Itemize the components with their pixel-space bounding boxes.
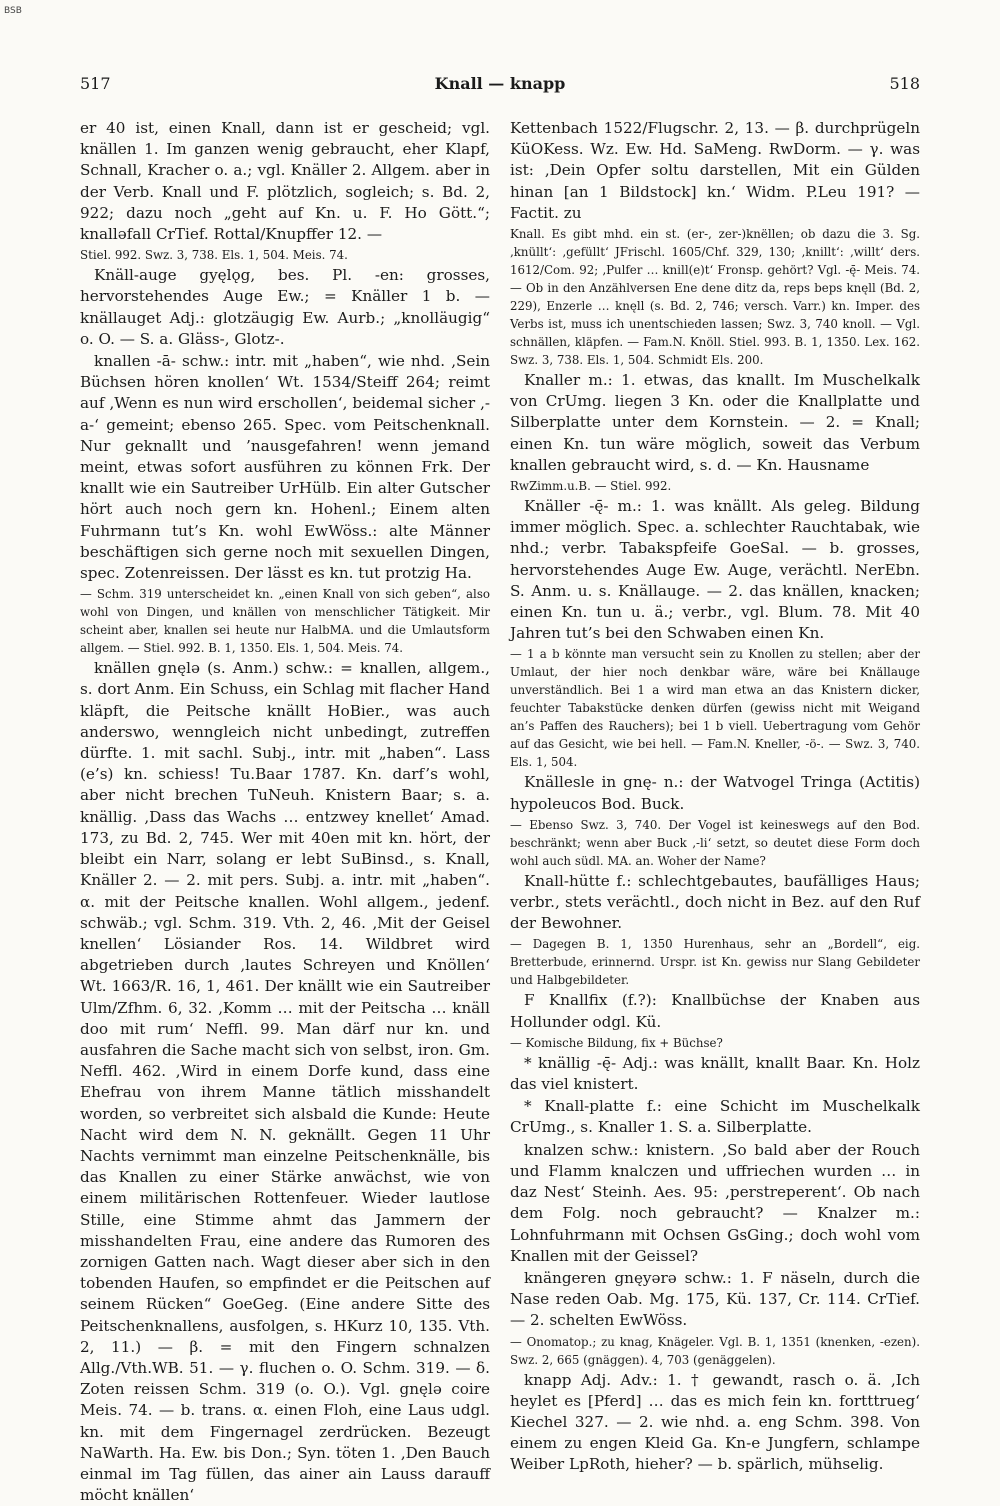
page-number-left: 517 [80, 74, 111, 93]
entry-paragraph: knängeren gnęyərə schw.: 1. F näseln, durch die Nase reden Oab. Mg. 175, Kü. 137, Cr. 114. CrTief. — 2. schelten EwWöss. [510, 1268, 920, 1330]
running-title: Knall — knapp [434, 74, 566, 93]
entry-paragraph: Knaller m.: 1. etwas, das knallt. Im Muschelkalk von CrUmg. liegen 3 Kn. oder die Knallplatte und Silberplatte unter dem Kornstein. — 2. = Knall; einen Kn. tun wäre möglich, soweit das Verbum knallen gebraucht wird, s. d. — Kn. Hausname [510, 371, 920, 474]
entry-paragraph: knallen -ā- schw.: intr. mit „haben“, wie nhd. ‚Sein Büchsen hören knollen‘ Wt. 1534/Steiff 264; reimt auf ‚Wenn es nun wird erschollen‘, beidemal sicher ‚-a-‘ gemeint; ebenso 265. Spec. vom Peitschenknall. Nur geknallt und ’nausgefahren! wenn jemand meint, etwas sofort ausführen zu können Frk. Der knallt wie ein Sautreiber UrHülb. Ein alter Gutscher hört auch noch gern kn. Hohenl.; Einem alten Fuhrmann tut’s Kn. wohl EwWöss.: alte Männer beschäftigen sich gerne noch mit sexuellen Dingen, spec. Zotenreissen. Der lässt es kn. tut protzig Ha. [80, 352, 490, 583]
entry-paragraph: er 40 ist, einen Knall, dann ist er gescheid; vgl. knällen 1. Im ganzen wenig gebraucht, eher Klapf, Schnall, Kracher o. a.; vgl. Knäller 2. Allgem. aber in der Verb. Knall und F. plötzlich, sogleich; s. Bd. 2, 922; dazu noch „geht auf Kn. u. F. Ho Gött.“; knalləfall CrTief. Rottal/Knupffer 12. — [80, 119, 490, 244]
entry-paragraph: F Knallfix (f.?): Knallbüchse der Knaben aus Hollunder odgl. Kü. [510, 991, 920, 1031]
entry-paragraph: knalzen schw.: knistern. ‚So bald aber der Rouch und Flamm knalczen und uffriechen wurden … in daz Nest‘ Steinh. Aes. 95: ‚perstreperent‘. Ob nach dem Folg. noch gebraucht? — Knalzer m.: Lohnfuhrmann mit Ochsen GsGing.; doch wohl vom Knallen mit der Geissel? [510, 1140, 920, 1265]
note-paragraph: — Ebenso Swz. 3, 740. Der Vogel ist keineswegs auf den Bod. beschränkt; wenn aber Buck ‚-li‘ setzt, so deutet diese Form doch wohl auch südl. MA. an. Woher der Name? [510, 817, 920, 868]
note-paragraph: RwZimm.u.B. — Stiel. 992. [510, 479, 672, 494]
note-paragraph: — Schm. 319 unterscheidet kn. „einen Knall von sich geben“, also wohl von Dingen, und knällen von menschlicher Tätigkeit. Mir scheint aber, knallen sei heute nur HalbMA. und die Umlautsform allgem. — Stiel. 992. B. 1, 1350. Els. 1, 504. Meis. 74. [80, 587, 490, 656]
entry-paragraph: * knällig -ę̄- Adj.: was knällt, knallt Baar. Kn. Holz das viel knistert. [510, 1053, 920, 1094]
library-mark: BSB [4, 6, 22, 16]
entry-paragraph: Knällesle in gnę- n.: der Watvogel Tringa (Actitis) hypoleucos Bod. Buck. [510, 773, 920, 813]
note-paragraph: — Onomatop.; zu knag, Knägeler. Vgl. B. 1, 1351 (knenken, -ezen). Swz. 2, 665 (gnäggen). 4, 703 (genäggelen). [510, 1334, 920, 1367]
note-paragraph: — 1 a b könnte man versucht sein zu Knollen zu stellen; aber der Umlaut, der hier noch denkbar wäre, wäre bei Knällauge unverständlich. Bei 1 a wird man etwa an das Knistern dicker, feuchter Tabakstücke denken dürfen (gewiss nicht mit Weigand an’s Paffen des Rauchers); bei 1 b viell. Uebertragung vom Gehör auf das Gesicht, wie bei hell. — Fam.N. Kneller, -ö-. — Swz. 3, 740. Els. 1, 504. [510, 647, 920, 770]
entry-paragraph: * Knall-platte f.: eine Schicht im Muschelkalk CrUmg., s. Knaller 1. S. a. Silberplatte. [510, 1097, 920, 1137]
entry-paragraph: Knäller -ę̄- m.: 1. was knällt. Als geleg. Bildung immer möglich. Spec. a. schlechter Rauchtabak, wie nhd.; verbr. Tabakspfeife GoeSal. — b. grosses, hervorstehendes Auge Ew. Auge, verächtl. NerEbn. S. Anm. u. s. Knällauge. — 2. das knällen, knacken; einen Kn. tun u. ä.; verbr., vgl. Blum. 78. Mit 40 Jahren tut’s bei den Schwaben einen Kn. [510, 497, 920, 643]
entry-paragraph: knapp Adj. Adv.: 1. † gewandt, rasch o. ä. ‚Ich heylet es [Pferd] … das es mich fein kn. fortttrueg‘ Kiechel 327. — 2. wie nhd. a. eng Schm. 398. Von einem zu engen Kleid Ga. Kn-e Jungfern, schlampe Weiber LpRoth, hieher? — b. spärlich, mühselig. [510, 1370, 920, 1474]
note-paragraph: Stiel. 992. Swz. 3, 738. Els. 1, 504. Meis. 74. [80, 248, 348, 263]
left-column [80, 118, 490, 1505]
right-column [510, 118, 920, 1474]
note-paragraph: — Komische Bildung, fix + Büchse? [510, 1035, 723, 1050]
note-paragraph: — Dagegen B. 1, 1350 Hurenhaus, sehr an „Bordell“, eig. Bretterbude, erinnernd. Urspr. ist Kn. gewiss nur Slang Gebildeter und Halbgebildeter. [510, 937, 920, 988]
page-header [80, 74, 920, 100]
note-paragraph: Knall. Es gibt mhd. ein st. (er-, zer-)knëllen; ob dazu die 3. Sg. ‚knüllt‘: ‚gefüllt‘ JFrischl. 1605/Chf. 329, 130; ‚knillt‘: ‚willt‘ ders. 1612/Com. 92; ‚Pulfer … knill(e)t‘ Fronsp. gehört? Vgl. -ę̄- Meis. 74. — Ob in den Anzählversen Ene dene ditz da, reps beps knęll (Bd. 2, 229), Enzerle … knęll (s. Bd. 2, 746; versch. Varr.) kn. Imper. des Verbs ist, muss ich unentschieden lassen; Swz. 3, 740 knoll. — Vgl. schnällen, kläpfen. — Fam.N. Knöll. Stiel. 993. B. 1, 1350. Lex. 162. Swz. 3, 738. Els. 1, 504. Schmidt Els. 200. [510, 227, 920, 368]
entry-paragraph: Knäll-auge gyęlǫg, bes. Pl. -en: grosses, hervorstehendes Auge Ew.; = Knäller 1 b. — knällauget Adj.: glotzäugig Ew. Aurb.; „knolläugig“ o. O. — S. a. Gläss-, Glotz-. [80, 266, 490, 348]
entry-paragraph: knällen gnęlə (s. Anm.) schw.: = knallen, allgem., s. dort Anm. Ein Schuss, ein Schlag mit flacher Hand kläpft, die Peitsche knällt HoBier., was auch anderswo, wenngleich nicht unbedingt, zutreffen dürfte. 1. mit sachl. Subj., intr. mit „haben“. Lass (e’s) kn. schiess! Tu.Baar 1787. Kn. darf’s wohl, aber nicht brechen TuNeuh. Knistern Baar; s. a. knällig. ‚Dass das Wachs … entzwey knellet‘ Amad. 173, zu Bd. 2, 745. Wer mit 40en mit kn. hört, der bleibt ein Narr, solang er lebt SuBinsd., s. Knall, Knäller 2. — 2. mit pers. Subj. a. intr. mit „haben“. α. mit der Peitsche knallen. Wohl allgem., jedenf. schwäb.; vgl. Schm. 319. Vth. 2, 46. ‚Mit der Geisel knellen‘ Lösiander Ros. 14. Wildbret wird abgetrieben durch ‚lautes Schreyen und Knöllen‘ Wt. 1663/R. 16, 1, 461. Der knällt wie ein Sautreiber Ulm/Zfhm. 6, 32. ‚Komm … mit der Peitscha … knäll doo mit rum‘ Neffl. 99. Man därf nur kn. und ausfahren die Sache macht sich von selbst, iron. Gm. Neffl. 462. ‚Wird in einem Dorfe kund, dass eine Ehefrau von ihrem Manne tätlich misshandelt worden, so verbreitet sich alsbald die Kunde: Heute Nacht wird dem N. N. geknällt. Gegen 11 Uhr Nachts vernimmt man einzelne Peitschenknälle, bis das Knallen zu einer Stärke anwächst, wie von einem militärischen Rottenfeuer. Wieder lautlose Stille, eine Stimme ahmt das Jammern der misshandelten Frau, eine andere das Rumoren des zornigen Gatten nach. Wagt dieser aber sich in den tobenden Haufen, so empfindet er die Peitschen auf seinem Rücken“ GoeGeg. (Eine andere Sitte des Peitschenknallens, ausfolgen, s. HKurz 10, 135. Vth. 2, 11.) — β. = mit den Fingern schnalzen Allg./Vth.WB. 51. — γ. fluchen o. O. Schm. 319. — δ. Zoten reissen Schm. 319 (o. O.). Vgl. gnęlə coire Meis. 74. — b. trans. α. einen Floh, eine Laus udgl. kn. mit dem Fingernagel zerdrücken. Bezeugt NaWarth. Ha. Ew. bis Don.; Syn. töten 1. ‚Den Bauch einmal im Tag füllen, das ainer ain Lauss darauff möcht knällen‘ [80, 659, 490, 1505]
entry-paragraph: Knall-hütte f.: schlechtgebautes, baufälliges Haus; verbr., stets verächtl., doch nicht in Bez. auf den Ruf der Bewohner. [510, 871, 920, 933]
entry-paragraph: Kettenbach 1522/Flugschr. 2, 13. — β. durchprügeln KüOKess. Wz. Ew. Hd. SaMeng. RwDorm. — γ. was ist: ‚Dein Opfer soltu darstellen, Mit ein Gülden hinan [an 1 Bildstock] kn.‘ Widm. P.Leu 191? — Factit. zu [510, 119, 920, 222]
page-number-right: 518 [889, 74, 920, 93]
